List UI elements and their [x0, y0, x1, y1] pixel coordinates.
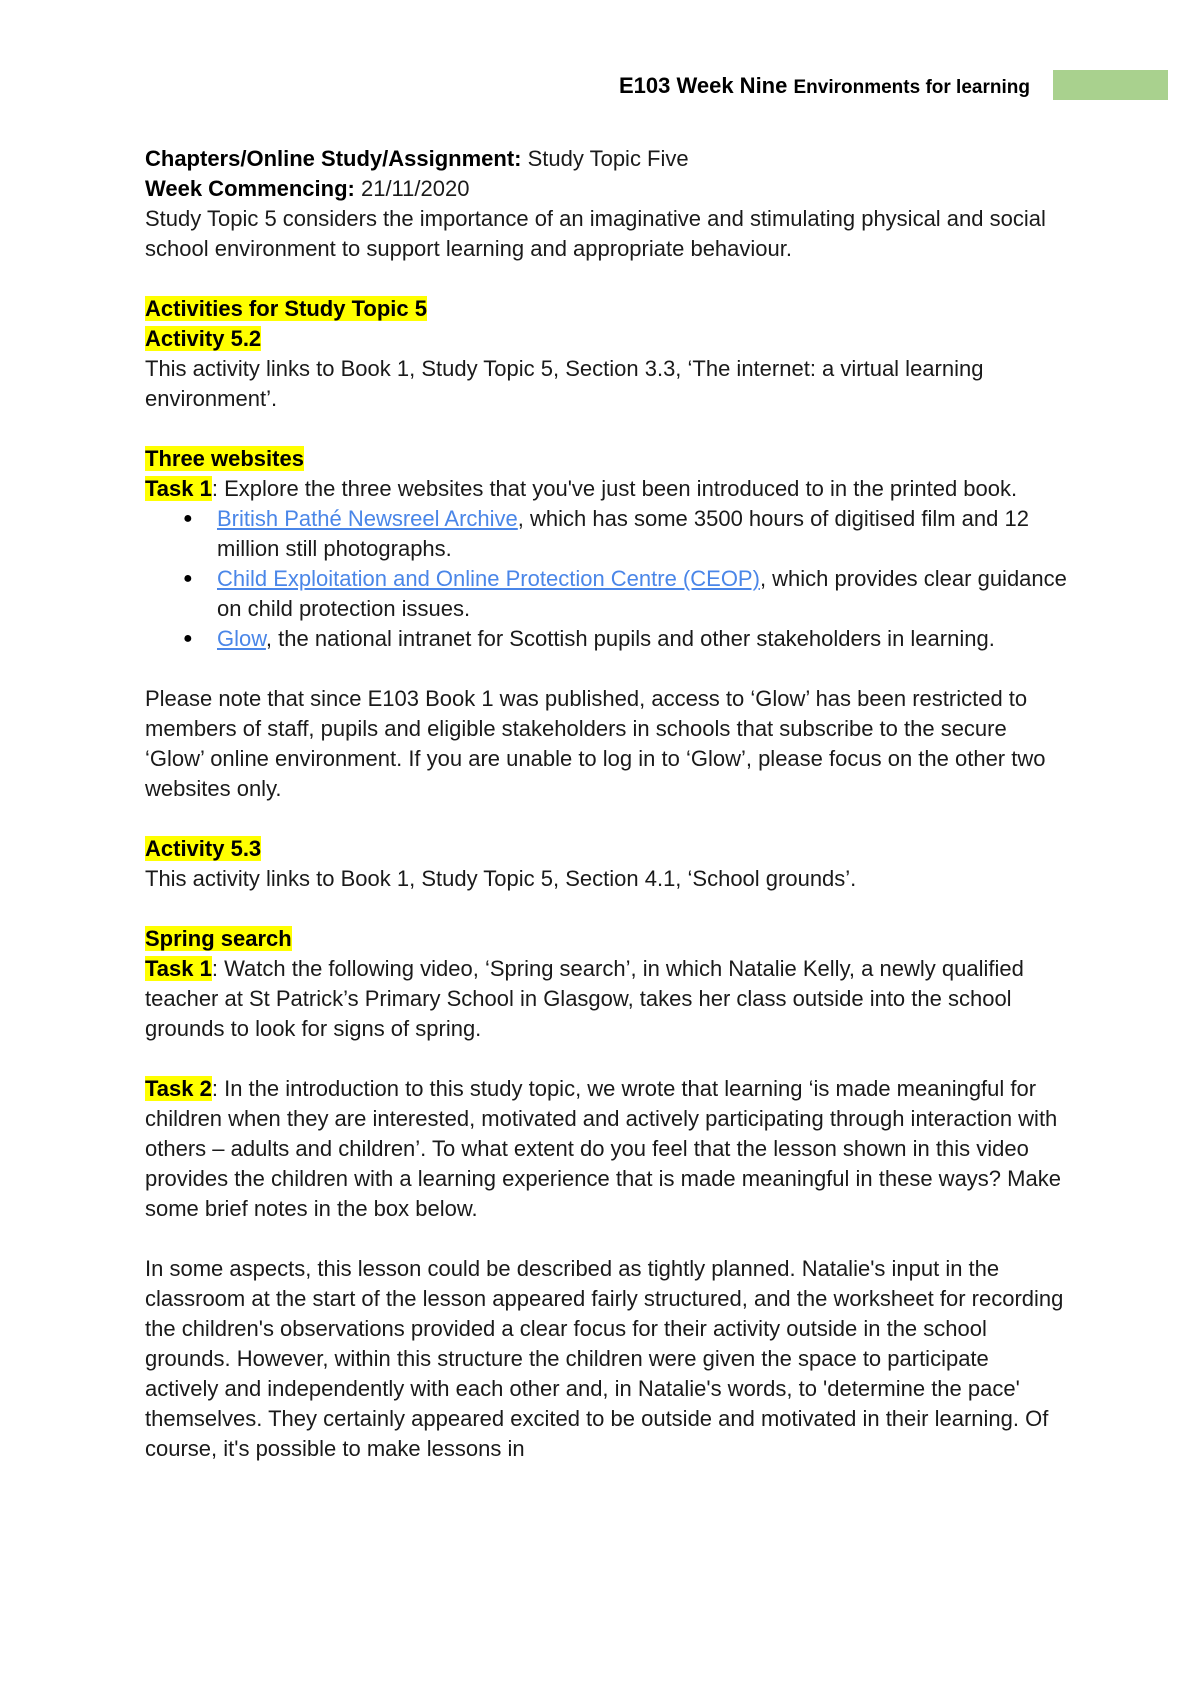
bullet-icon: ● [183, 630, 193, 647]
spacer [145, 894, 1067, 924]
chapters-value: Study Topic Five [521, 146, 689, 171]
websites-heading-line [145, 444, 1067, 474]
spring-task-1-label: Task 1 [145, 956, 212, 981]
activities-heading: Activities for Study Topic 5 [145, 296, 427, 321]
glow-note-paragraph: Please note that since E103 Book 1 was published, access to ‘Glow’ has been restricted to members of staff, pupils and eligible stakeholders in schools that subscribe to the secure ‘Glow’ online environment. If you are unable to log in to ‘Glow’, please focus on the other two websites only. [145, 686, 1046, 801]
spacer [145, 804, 1067, 834]
spacer [145, 1044, 1067, 1074]
activity-5-3-links: This activity links to Book 1, Study Topic 5, Section 4.1, ‘School grounds’. [145, 866, 857, 891]
spring-task-2 [145, 1074, 1067, 1224]
websites-task-1-label: Task 1 [145, 476, 212, 501]
spring-task-2-text: : In the introduction to this study topic, we wrote that learning ‘is made meaningful for children when they are interested, motivated and actively participating through interaction with others – adults and children’. To what extent do you feel that the lesson shown in this video provides the children with a learning experience that is made meaningful in these ways? Make some brief notes in the box below. [145, 1076, 1061, 1221]
chapters-line [145, 144, 1067, 174]
week-value: 21/11/2020 [354, 176, 470, 201]
list-item [183, 624, 1067, 654]
intro-paragraph: Study Topic 5 considers the importance of an imaginative and stimulating physical and social school environment to support learning and appropriate behaviour. [145, 206, 1046, 261]
spring-task-2-label: Task 2 [145, 1076, 212, 1101]
page-header-title [619, 71, 1089, 103]
activity-5-2-line [145, 324, 1067, 354]
list-item-text: , which has some 3500 hours of digitised film and 12 million still photographs. [217, 506, 1029, 561]
activity-5-2-links: This activity links to Book 1, Study Topic 5, Section 3.3, ‘The internet: a virtual learning environment’. [145, 356, 984, 411]
websites-task-1-text: : Explore the three websites that you've just been introduced to in the printed book. [211, 476, 1018, 501]
british-pathe-link[interactable]: British Pathé Newsreel Archive [217, 506, 518, 531]
glow-link[interactable]: Glow [217, 626, 266, 651]
websites-task-1 [145, 474, 1067, 504]
spacer [145, 414, 1067, 444]
spring-task-1 [145, 954, 1067, 1044]
list-item-text: , the national intranet for Scottish pupils and other stakeholders in learning. [265, 626, 995, 651]
websites-heading: Three websites [145, 446, 304, 471]
activity-5-3-heading: Activity 5.3 [145, 836, 262, 861]
spacer [145, 264, 1067, 294]
activities-heading-line [145, 294, 1067, 324]
list-item [183, 564, 1067, 624]
list-item-text: , which provides clear guidance on child protection issues. [217, 566, 1067, 621]
week-line [145, 174, 1067, 204]
activity-5-2-heading: Activity 5.2 [145, 326, 262, 351]
bullet-icon: ● [183, 570, 193, 587]
ceop-link[interactable]: Child Exploitation and Online Protection Centre (CEOP) [217, 566, 760, 591]
list-item [183, 504, 1067, 564]
websites-list [145, 504, 1067, 654]
chapters-label: Chapters/Online Study/Assignment: [145, 146, 522, 171]
header-title-main: E103 Week Nine [619, 73, 794, 98]
document-body [145, 144, 1067, 1464]
spring-heading-line [145, 924, 1067, 954]
activity-5-3-line [145, 834, 1067, 864]
spring-task-1-text: : Watch the following video, ‘Spring search’, in which Natalie Kelly, a newly qualified teacher at St Patrick’s Primary School in Glasgow, takes her class outside into the school grounds to look for signs of spring. [145, 956, 1024, 1041]
week-label: Week Commencing: [145, 176, 355, 201]
spacer [145, 654, 1067, 684]
spacer [145, 1224, 1067, 1254]
spring-search-heading: Spring search [145, 926, 292, 951]
answer-paragraph: In some aspects, this lesson could be described as tightly planned. Natalie's input in the classroom at the start of the lesson appeared fairly structured, and the worksheet for recording the children's observations provided a clear focus for their activity outside in the school grounds. However, within this structure the children were given the space to participate actively and independently with each other and, in Natalie's words, to 'determine the pace' themselves. They certainly appeared excited to be outside and motivated in their learning. Of course, it's possible to make lessons in [145, 1256, 1064, 1461]
bullet-icon: ● [183, 510, 193, 527]
header-title-sub: Environments for learning [793, 77, 1030, 98]
